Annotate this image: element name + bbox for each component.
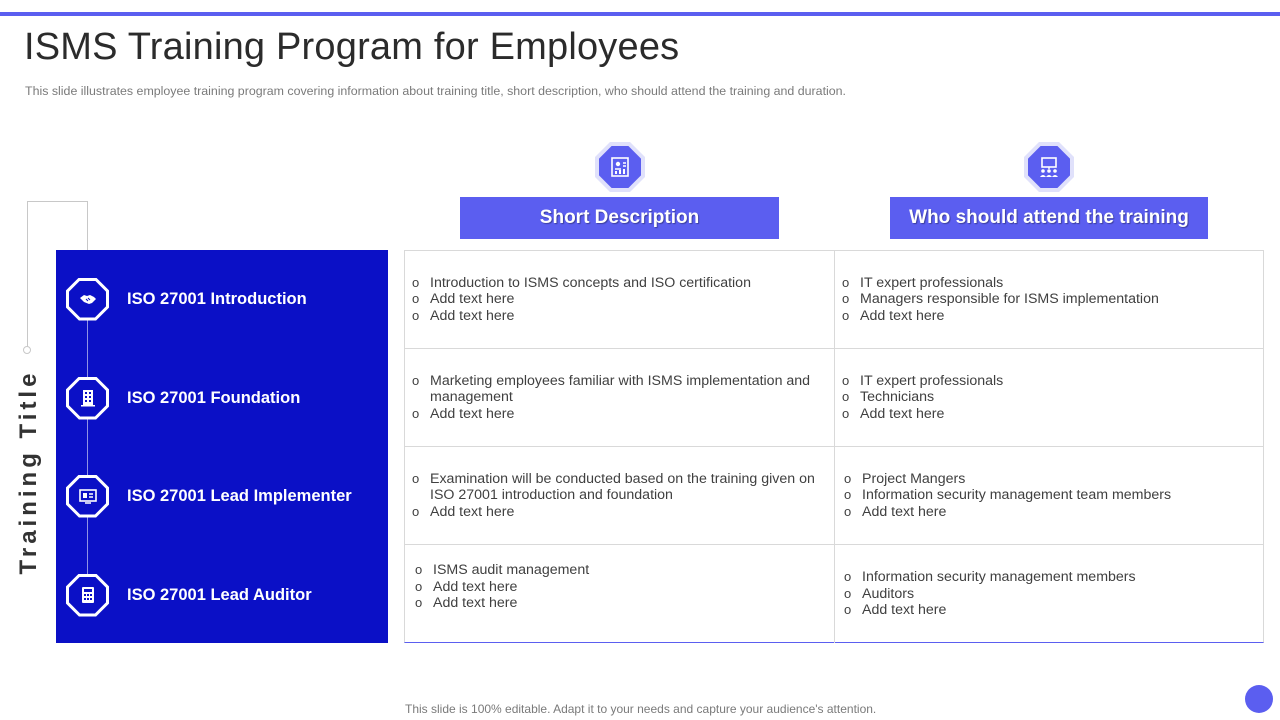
slide-footer-note: This slide is 100% editable. Adapt it to your needs and capture your audience's attention. xyxy=(405,702,877,716)
attendees-cell xyxy=(835,545,1263,643)
calculator-icon xyxy=(66,574,109,617)
list-item: o Examination will be conducted based on the training given on ISO 27001 introduction and foundation xyxy=(412,471,820,504)
list-item: o Information security management members xyxy=(844,569,1253,586)
building-icon xyxy=(66,377,109,420)
list-item: o Add text here xyxy=(412,504,820,521)
audience-presentation-icon xyxy=(1024,142,1074,192)
training-title-label: ISO 27001 Foundation xyxy=(127,388,301,407)
list-item: o IT expert professionals xyxy=(842,275,1253,292)
list-item: o Add text here xyxy=(844,602,1253,619)
list-item: o Auditors xyxy=(844,586,1253,603)
list-item: o Introduction to ISMS concepts and ISO certification xyxy=(412,275,820,292)
list-item: o Technicians xyxy=(842,389,1253,406)
vertical-axis-label: Training Title xyxy=(15,369,42,575)
slide-title: ISMS Training Program for Employees xyxy=(24,26,680,68)
list-item: o Add text here xyxy=(412,308,820,325)
description-cell xyxy=(405,251,835,349)
list-item: o Add text here xyxy=(415,595,820,612)
attendees-cell xyxy=(835,447,1263,545)
list-item: o Add text here xyxy=(412,406,820,423)
list-item: o Project Mangers xyxy=(844,471,1253,488)
column-header-who-should-attend: Who should attend the training xyxy=(890,197,1208,239)
training-title-panel xyxy=(56,250,388,643)
description-cell xyxy=(405,447,835,545)
presentation-report-icon xyxy=(595,142,645,192)
list-item: o Add text here xyxy=(842,308,1253,325)
list-item: o Add text here xyxy=(412,291,820,308)
training-title-row xyxy=(56,466,388,526)
label-bracket-dot xyxy=(23,346,31,354)
training-title-label: ISO 27001 Introduction xyxy=(127,289,307,308)
training-title-label: ISO 27001 Lead Implementer xyxy=(127,486,352,505)
attendees-cell xyxy=(835,251,1263,349)
corner-decoration-dot xyxy=(1245,685,1273,713)
handshake-icon xyxy=(66,278,109,321)
list-item: o Add text here xyxy=(842,406,1253,423)
slide-subtitle: This slide illustrates employee training program covering information about training title, short description, who should attend the training and duration. xyxy=(25,84,846,98)
description-cell xyxy=(405,349,835,447)
training-title-row xyxy=(56,269,388,329)
list-item: o Add text here xyxy=(415,579,820,596)
attendees-cell xyxy=(835,349,1263,447)
list-item: o ISMS audit management xyxy=(415,562,820,579)
list-item: o Managers responsible for ISMS implementation xyxy=(842,291,1253,308)
training-table xyxy=(404,250,1264,643)
list-item: o IT expert professionals xyxy=(842,373,1253,390)
column-header-short-description: Short Description xyxy=(460,197,779,239)
monitor-icon xyxy=(66,475,109,518)
description-cell xyxy=(405,545,835,643)
training-title-label: ISO 27001 Lead Auditor xyxy=(127,585,312,604)
list-item: o Information security management team members xyxy=(844,487,1253,504)
training-title-row xyxy=(56,368,388,428)
training-title-row xyxy=(56,565,388,625)
list-item: o Add text here xyxy=(844,504,1253,521)
top-accent-bar xyxy=(0,12,1280,16)
list-item: o Marketing employees familiar with ISMS implementation and management xyxy=(412,373,820,406)
